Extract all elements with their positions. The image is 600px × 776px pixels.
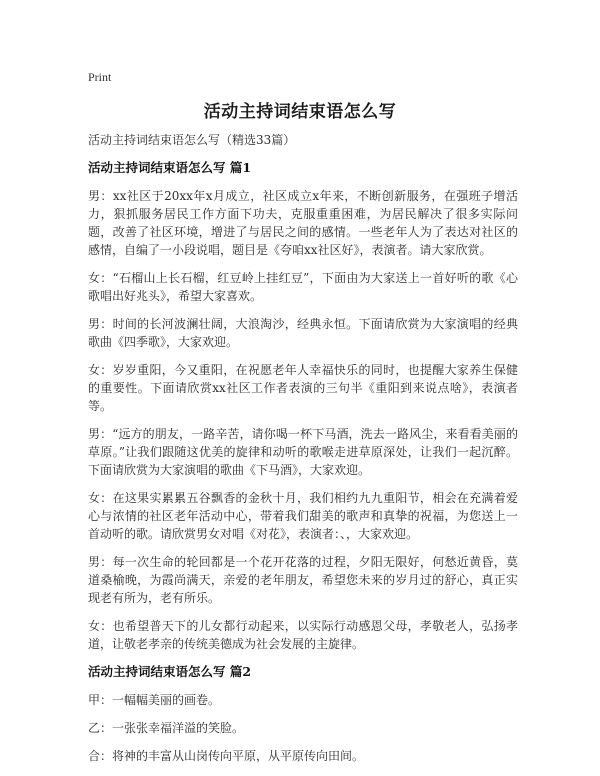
print-label[interactable]: Print bbox=[88, 70, 112, 84]
paragraph: 男：时间的长河波澜壮阔，大浪淘沙，经典永恒。下面请欣赏为大家演唱的经典歌曲《四季歌》，大家欢迎。 bbox=[88, 317, 518, 349]
paragraph: 男：每一次生命的轮回都是一个花开花落的过程，夕阳无限好，何愁近黄昏，莫道桑榆晚，为霞尚满天，亲爱的老年朋友，希望您未来的岁月过的舒心，真正实现老有所为，老有所乐。 bbox=[88, 555, 518, 605]
paragraph: 合：将神的丰富从山岗传向平原，从平原传向田间。 bbox=[88, 749, 365, 763]
paragraph: 男：“远方的朋友，一路辛苦，请你喝一杯下马酒，洗去一路风尘，来看看美丽的草原。”让我们跟随这优美的旋律和动听的歌喉走进草原深处，让我们一起沉醉。下面请欣赏为大家演唱的歌曲《下马酒》，大家欢迎。 bbox=[88, 427, 518, 477]
paragraph: 女：岁岁重阳，今又重阳，在祝愿老年人幸福快乐的同时，也提醒大家养生保健的重要性。下面请欣赏xx社区工作者表演的三句半《重阳到来说点啥》，表演者等。 bbox=[88, 363, 518, 413]
document-body bbox=[88, 131, 518, 775]
document-subtitle: 活动主持词结束语怎么写（精选33篇） bbox=[88, 133, 296, 147]
paragraph: 女：在这果实累累五谷飘香的金秋十月，我们相约九九重阳节，相会在充满着爱心与浓情的社区老年活动中心，带着我们甜美的歌声和真挚的祝福，为您送上一首动听的歌。请欣赏男女对唱《对花》，表演者：、，大家欢迎。 bbox=[88, 491, 518, 541]
paragraph: 女：也希望普天下的儿女都行动起来，以实际行动感恩父母，孝敬老人，弘扬孝道，让敬老孝亲的传统美德成为社会发展的主旋律。 bbox=[88, 619, 518, 651]
paragraph: 男：xx社区于20xx年x月成立，社区成立x年来，不断创新服务，在强班子增活力，狠抓服务居民工作方面下功夫，克服重重困难，为居民解决了很多实际问题，改善了社区环境，增进了与居民之间的感情。一些老年人为了表达对社区的感情，自编了一小段说唱，题目是《夸咱xx社区好》，表演者。请大家欣赏。 bbox=[88, 189, 518, 257]
paragraph: 甲：一幅幅美丽的画卷。 bbox=[88, 693, 221, 707]
section-heading: 活动主持词结束语怎么写 篇1 bbox=[88, 160, 252, 175]
section-heading: 活动主持词结束语怎么写 篇2 bbox=[88, 664, 252, 679]
paragraph: 乙：一张张幸福洋溢的笑脸。 bbox=[88, 721, 245, 735]
page-title: 活动主持词结束语怎么写 bbox=[203, 102, 397, 122]
paragraph: 女：“石榴山上长石榴，红豆岭上挂红豆”，下面由为大家送上一首好听的歌《心歌唱出好兆头》，希望大家喜欢。 bbox=[88, 271, 518, 303]
